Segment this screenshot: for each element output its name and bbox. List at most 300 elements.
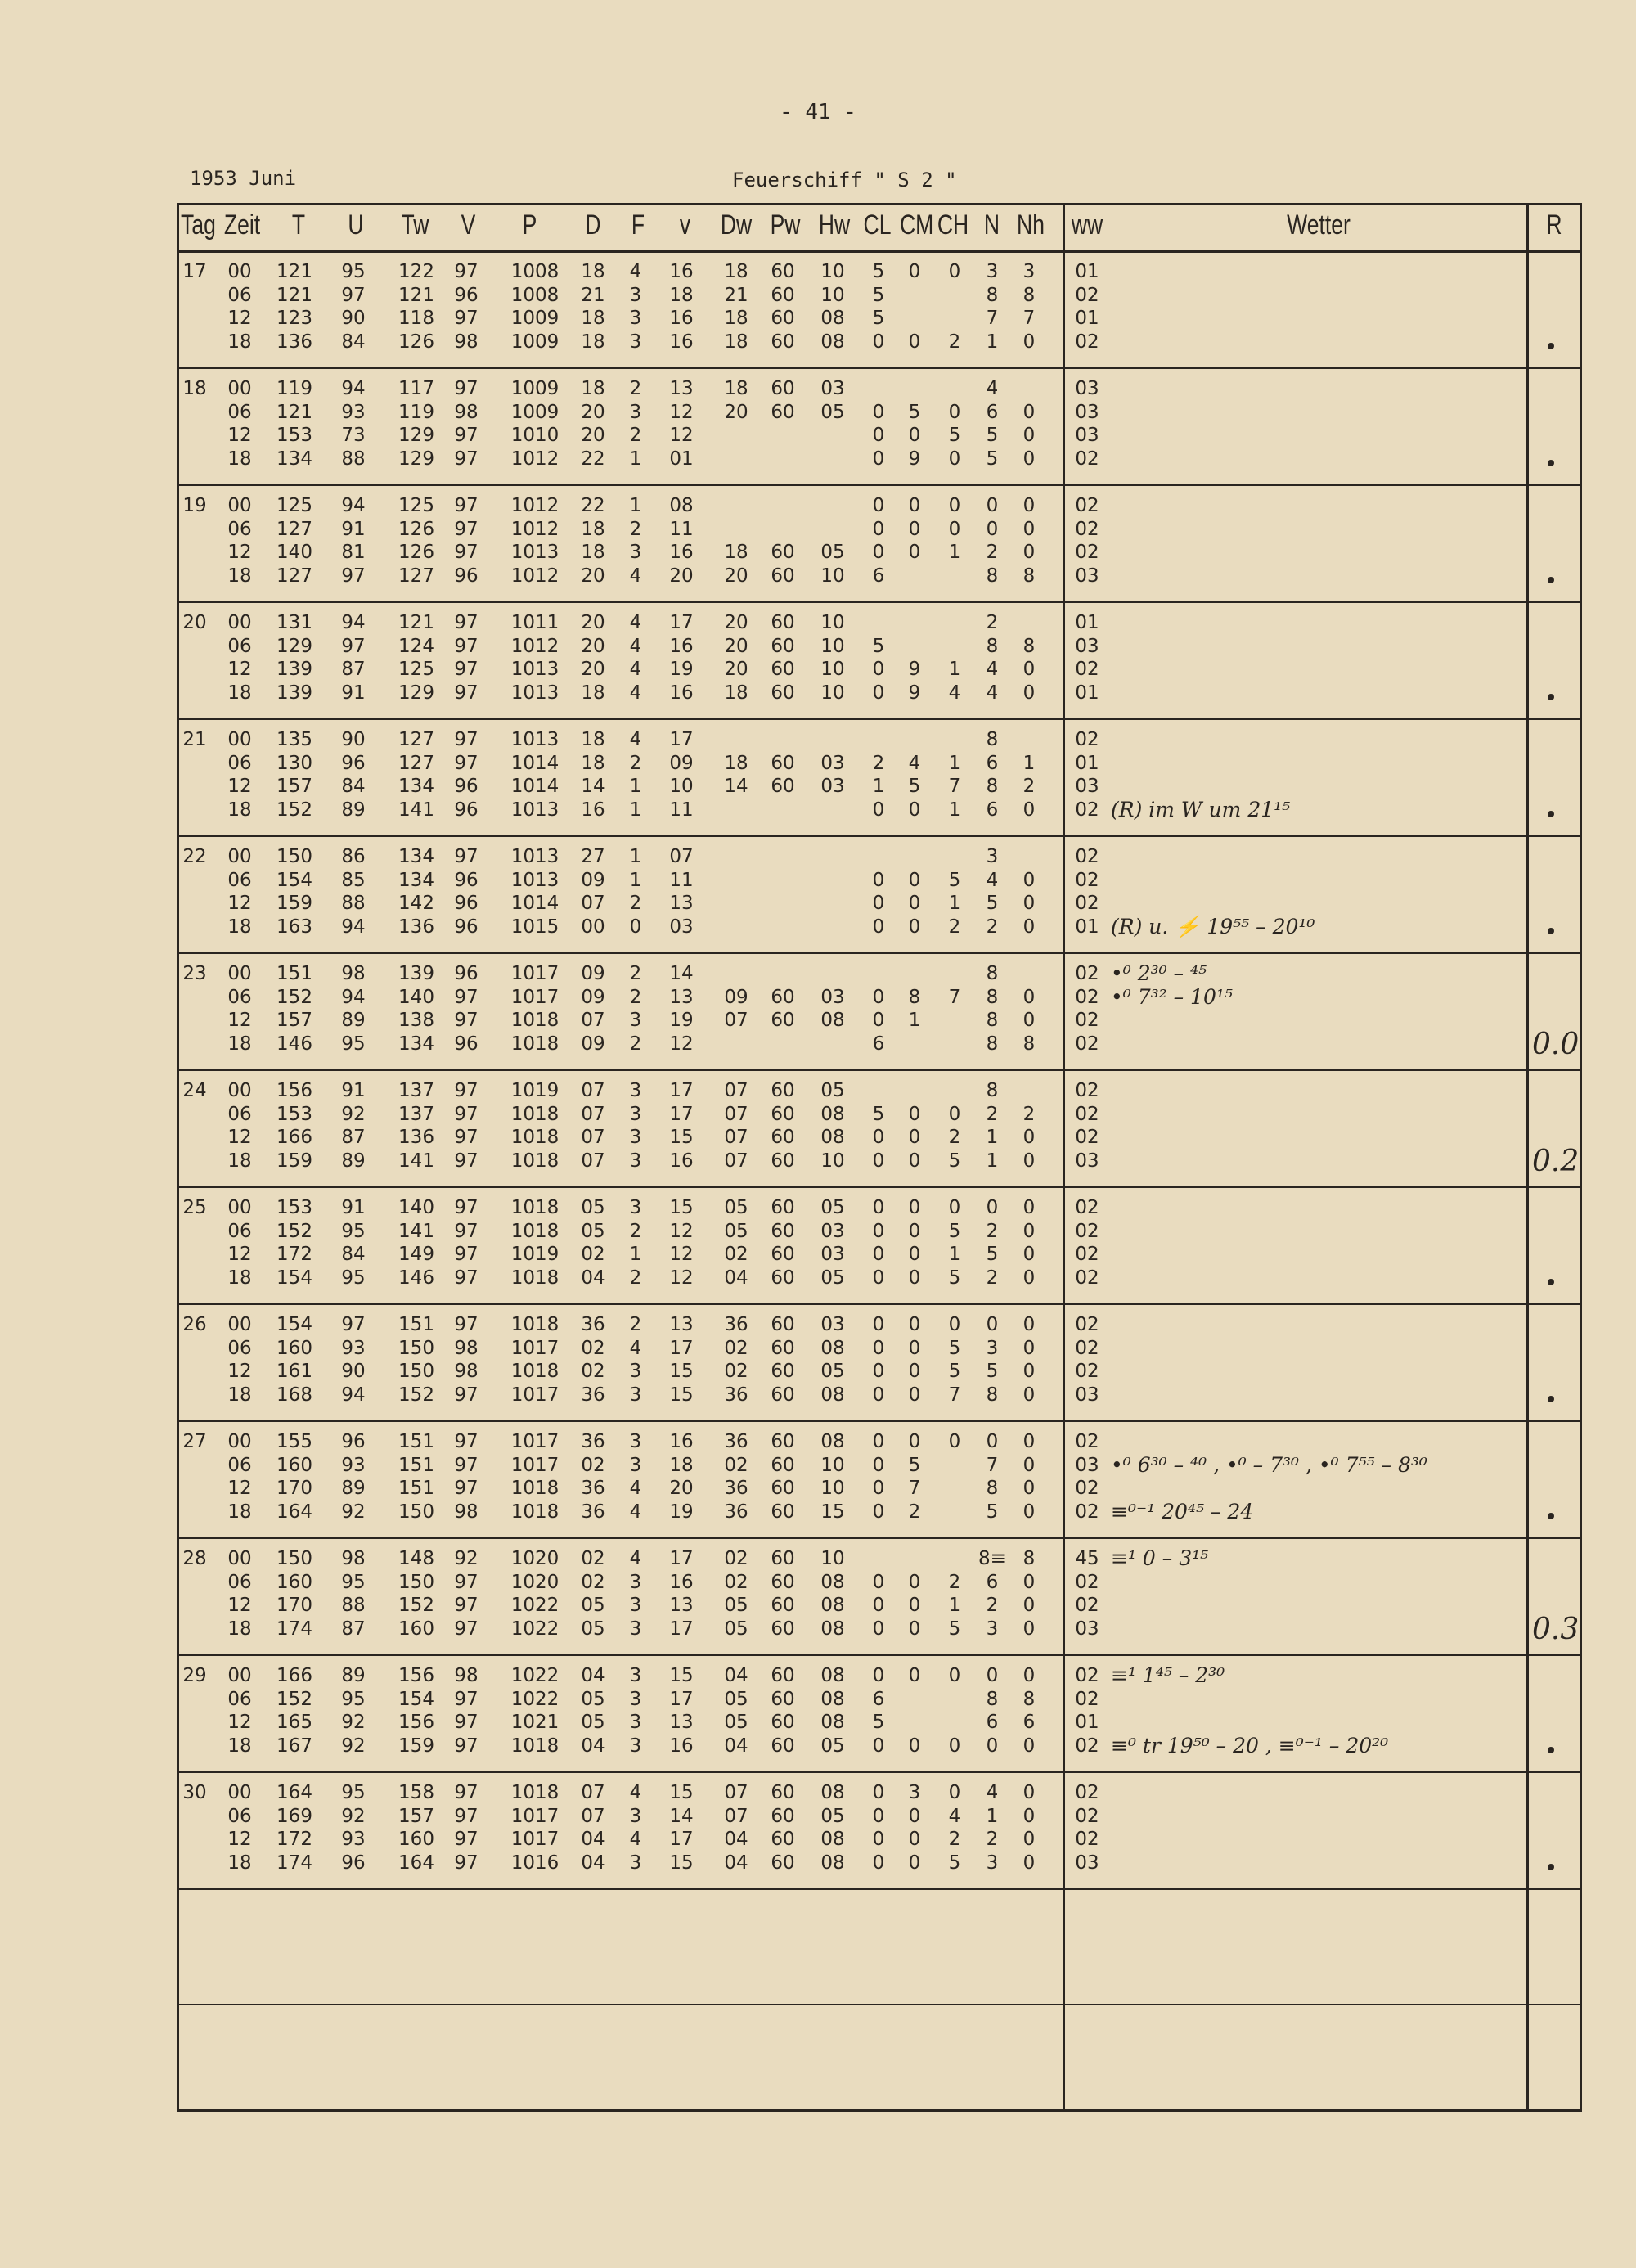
wetter-note: ≡¹ 0 – 3¹⁵ — [1111, 1546, 1209, 1570]
table-cell: 140 — [398, 986, 434, 1008]
day-number: 21 — [182, 729, 207, 750]
column-header: N — [983, 209, 1000, 241]
table-cell: 02 — [1075, 659, 1099, 680]
table-cell: 0 — [1022, 916, 1036, 938]
table-cell: 08 — [820, 1571, 845, 1593]
table-cell: 1 — [629, 1244, 642, 1265]
table-cell: 1009 — [510, 401, 560, 423]
table-cell: 03 — [820, 776, 845, 797]
table-cell: 8 — [1022, 284, 1036, 306]
table-cell: 00 — [227, 612, 252, 633]
table-cell: 129 — [398, 682, 434, 704]
table-cell: 154 — [276, 1314, 312, 1335]
table-cell: 1 — [948, 542, 961, 563]
day-number: 29 — [182, 1665, 207, 1686]
table-cell: 1018 — [510, 1478, 560, 1499]
column-header: v — [679, 209, 691, 241]
table-cell: 3 — [629, 1010, 642, 1031]
table-cell: 1012 — [510, 635, 560, 657]
table-cell: 00 — [227, 1080, 252, 1101]
table-cell: 0 — [872, 1829, 885, 1850]
table-cell: 8 — [986, 1033, 999, 1055]
table-cell: 08 — [820, 331, 845, 353]
table-cell: 0 — [1022, 1314, 1036, 1335]
table-cell: 1020 — [510, 1548, 560, 1569]
table-cell: 1008 — [510, 261, 560, 282]
table-cell: 92 — [341, 1712, 366, 1733]
table-cell: 159 — [276, 893, 312, 914]
table-cell: 0 — [1022, 495, 1036, 516]
table-cell: 97 — [454, 448, 479, 470]
table-cell: 96 — [454, 284, 479, 306]
column-header: F — [631, 209, 645, 241]
table-cell: 81 — [341, 542, 366, 563]
table-cell: 0 — [1022, 893, 1036, 914]
table-cell: 60 — [771, 378, 795, 399]
table-cell: 60 — [771, 261, 795, 282]
precipitation-dot-icon — [1544, 1276, 1557, 1289]
table-cell: 8 — [986, 729, 999, 750]
table-cell: 151 — [398, 1478, 434, 1499]
table-cell: 95 — [341, 1267, 366, 1289]
table-cell: 0 — [908, 1805, 921, 1827]
table-cell: 0 — [1022, 401, 1036, 423]
table-cell: 12 — [669, 425, 694, 446]
table-cell: 02 — [1075, 1829, 1099, 1850]
table-cell: 8 — [986, 1384, 999, 1406]
table-cell: 0 — [1022, 1197, 1036, 1218]
table-cell: 3 — [629, 1384, 642, 1406]
table-cell: 152 — [398, 1384, 434, 1406]
table-cell: 0 — [1022, 1010, 1036, 1031]
table-cell: 02 — [581, 1337, 605, 1359]
table-cell: 01 — [1075, 916, 1099, 938]
table-cell: 90 — [341, 729, 366, 750]
table-cell: 2 — [948, 916, 961, 938]
table-cell: 1013 — [510, 729, 560, 750]
table-cell: 10 — [820, 612, 845, 633]
table-cell: 7 — [986, 1454, 999, 1476]
table-cell: 02 — [1075, 1478, 1099, 1499]
table-cell: 0 — [986, 495, 999, 516]
table-cell: 86 — [341, 846, 366, 867]
table-cell: 10 — [820, 1548, 845, 1569]
table-cell: 36 — [724, 1478, 748, 1499]
table-cell: 98 — [454, 1501, 479, 1523]
table-cell: 5 — [986, 893, 999, 914]
table-cell: 60 — [771, 401, 795, 423]
table-cell: 1013 — [510, 869, 560, 891]
table-cell: 03 — [1075, 1618, 1099, 1640]
table-cell: 60 — [771, 1454, 795, 1476]
table-cell: 10 — [820, 1150, 845, 1172]
table-cell: 05 — [581, 1197, 605, 1218]
table-cell: 1008 — [510, 284, 560, 306]
table-cell: 0 — [1022, 1618, 1036, 1640]
table-cell: 152 — [276, 1688, 312, 1710]
table-cell: 36 — [581, 1314, 605, 1335]
table-cell: 60 — [771, 1501, 795, 1523]
table-cell: 06 — [227, 1805, 252, 1827]
table-cell: 16 — [581, 799, 605, 821]
table-cell: 5 — [986, 1244, 999, 1265]
table-cell: 121 — [398, 612, 434, 633]
table-cell: 2 — [986, 612, 999, 633]
table-cell: 97 — [454, 1267, 479, 1289]
table-cell: 0 — [872, 1337, 885, 1359]
table-cell: 89 — [341, 1478, 366, 1499]
table-cell: 8 — [986, 1010, 999, 1031]
table-cell: 08 — [820, 1431, 845, 1452]
column-header: Nh — [1017, 209, 1045, 241]
table-cell: 06 — [227, 518, 252, 540]
table-cell: 152 — [276, 986, 312, 1008]
table-cell: 135 — [276, 729, 312, 750]
table-cell: 127 — [398, 752, 434, 774]
table-cell: 5 — [948, 1267, 961, 1289]
table-cell: 04 — [581, 1267, 605, 1289]
table-cell: 153 — [276, 1197, 312, 1218]
day-number: 25 — [182, 1197, 207, 1218]
table-cell: 97 — [454, 752, 479, 774]
table-cell: 2 — [986, 1220, 999, 1242]
table-cell: 89 — [341, 1150, 366, 1172]
table-cell: 04 — [724, 1665, 748, 1686]
table-cell: 18 — [669, 1454, 694, 1476]
table-cell: 5 — [986, 448, 999, 470]
table-cell: 04 — [724, 1829, 748, 1850]
table-cell: 03 — [820, 1220, 845, 1242]
table-cell: 60 — [771, 565, 795, 587]
table-cell: 06 — [227, 635, 252, 657]
table-cell: 00 — [227, 261, 252, 282]
table-cell: 153 — [276, 1103, 312, 1125]
table-cell: 02 — [1075, 1244, 1099, 1265]
precipitation-dot-icon — [1544, 340, 1557, 353]
table-cell: 151 — [276, 963, 312, 984]
table-cell: 60 — [771, 1618, 795, 1640]
table-cell: 60 — [771, 1665, 795, 1686]
table-cell: 19 — [669, 1501, 694, 1523]
table-cell: 1017 — [510, 963, 560, 984]
table-cell: 98 — [454, 401, 479, 423]
table-cell: 0 — [872, 1852, 885, 1874]
table-cell: 98 — [454, 1665, 479, 1686]
table-cell: 98 — [454, 1337, 479, 1359]
table-cell: 02 — [1075, 1267, 1099, 1289]
table-cell: 16 — [669, 261, 694, 282]
table-cell: 137 — [398, 1103, 434, 1125]
table-cell: 0 — [1022, 682, 1036, 704]
table-cell: 94 — [341, 378, 366, 399]
table-cell: 2 — [629, 1220, 642, 1242]
table-cell: 18 — [581, 542, 605, 563]
table-cell: 0 — [986, 518, 999, 540]
table-cell: 158 — [398, 1782, 434, 1803]
table-cell: 1 — [629, 495, 642, 516]
table-cell: 97 — [454, 1150, 479, 1172]
table-cell: 160 — [276, 1337, 312, 1359]
table-cell: 20 — [581, 612, 605, 633]
table-cell: 08 — [820, 1103, 845, 1125]
table-cell: 4 — [908, 752, 921, 774]
table-cell: 97 — [454, 1220, 479, 1242]
table-cell: 1 — [948, 893, 961, 914]
table-cell: 88 — [341, 893, 366, 914]
day-separator — [177, 718, 1582, 720]
table-cell: 09 — [581, 1033, 605, 1055]
table-cell: 03 — [1075, 401, 1099, 423]
table-cell: 10 — [820, 635, 845, 657]
table-cell: 02 — [1075, 331, 1099, 353]
table-cell: 5 — [986, 1501, 999, 1523]
table-cell: 97 — [454, 635, 479, 657]
table-cell: 03 — [820, 378, 845, 399]
table-cell: 05 — [581, 1712, 605, 1733]
table-cell: 4 — [629, 659, 642, 680]
table-cell: 126 — [398, 518, 434, 540]
table-cell: 10 — [820, 565, 845, 587]
table-cell: 09 — [669, 752, 694, 774]
table-cell: 95 — [341, 1782, 366, 1803]
table-cell: 08 — [820, 1665, 845, 1686]
table-cell: 4 — [986, 378, 999, 399]
table-cell: 139 — [398, 963, 434, 984]
table-cell: 149 — [398, 1244, 434, 1265]
table-cell: 172 — [276, 1829, 312, 1850]
table-cell: 06 — [227, 401, 252, 423]
table-cell: 18 — [227, 1618, 252, 1640]
table-cell: 16 — [669, 1431, 694, 1452]
table-cell: 4 — [629, 635, 642, 657]
table-cell: 1009 — [510, 331, 560, 353]
table-cell: 18 — [227, 916, 252, 938]
table-cell: 60 — [771, 1782, 795, 1803]
table-cell: 08 — [820, 1337, 845, 1359]
table-cell: 134 — [398, 846, 434, 867]
table-cell: 12 — [227, 893, 252, 914]
table-cell: 12 — [227, 1361, 252, 1382]
table-cell: 10 — [669, 776, 694, 797]
table-cell: 12 — [227, 1595, 252, 1616]
column-header: Hw — [818, 209, 851, 241]
table-cell: 96 — [341, 1852, 366, 1874]
table-cell: 13 — [669, 378, 694, 399]
table-cell: 7 — [986, 308, 999, 329]
table-cell: 0 — [872, 916, 885, 938]
table-cell: 1021 — [510, 1712, 560, 1733]
table-cell: 4 — [629, 612, 642, 633]
table-cell: 1009 — [510, 308, 560, 329]
table-cell: 0 — [908, 1314, 921, 1335]
table-cell: 98 — [454, 331, 479, 353]
table-cell: 3 — [629, 1595, 642, 1616]
table-cell: 17 — [669, 1618, 694, 1640]
table-cell: 18 — [227, 565, 252, 587]
table-cell: 0 — [948, 1735, 961, 1757]
table-cell: 0 — [872, 1805, 885, 1827]
table-cell: 05 — [820, 401, 845, 423]
table-cell: 5 — [872, 308, 885, 329]
table-cell: 96 — [454, 1033, 479, 1055]
table-cell: 142 — [398, 893, 434, 914]
precipitation-dot-icon — [1544, 574, 1557, 587]
table-cell: 2 — [1022, 1103, 1036, 1125]
table-cell: 0 — [948, 1665, 961, 1686]
table-cell: 8 — [908, 986, 921, 1008]
table-cell: 14 — [669, 963, 694, 984]
day-separator — [177, 835, 1582, 837]
table-cell: 127 — [276, 518, 312, 540]
table-cell: 1018 — [510, 1033, 560, 1055]
table-cell: 136 — [398, 1127, 434, 1148]
table-cell: 16 — [669, 1150, 694, 1172]
table-cell: 60 — [771, 542, 795, 563]
table-cell: 90 — [341, 1361, 366, 1382]
table-cell: 18 — [581, 261, 605, 282]
table-cell: 7 — [948, 776, 961, 797]
table-cell: 0 — [872, 893, 885, 914]
table-cell: 02 — [724, 1548, 748, 1569]
table-cell: 21 — [581, 284, 605, 306]
table-cell: 1020 — [510, 1571, 560, 1593]
table-cell: 10 — [820, 1454, 845, 1476]
table-cell: 3 — [986, 1618, 999, 1640]
table-cell: 17 — [669, 729, 694, 750]
day-number: 27 — [182, 1431, 207, 1452]
table-cell: 15 — [669, 1384, 694, 1406]
table-cell: 89 — [341, 1010, 366, 1031]
table-cell: 0 — [872, 448, 885, 470]
table-cell: 18 — [227, 682, 252, 704]
table-cell: 00 — [227, 1431, 252, 1452]
table-cell: 84 — [341, 331, 366, 353]
table-cell: 0 — [908, 261, 921, 282]
table-cell: 97 — [454, 1080, 479, 1101]
precipitation-dot-icon — [1544, 1393, 1557, 1406]
table-cell: 157 — [276, 776, 312, 797]
table-cell: 3 — [629, 1688, 642, 1710]
table-cell: 02 — [724, 1454, 748, 1476]
table-cell: 2 — [986, 1103, 999, 1125]
table-cell: 97 — [454, 1010, 479, 1031]
table-cell: 16 — [669, 308, 694, 329]
table-cell: 18 — [581, 378, 605, 399]
table-cell: 8 — [986, 1080, 999, 1101]
table-cell: 97 — [454, 1618, 479, 1640]
day-number: 17 — [182, 261, 207, 282]
table-cell: 11 — [669, 518, 694, 540]
table-cell: 1 — [872, 776, 885, 797]
table-cell: 20 — [724, 612, 748, 633]
table-cell: 166 — [276, 1665, 312, 1686]
table-cell: 1022 — [510, 1665, 560, 1686]
table-cell: 4 — [986, 1782, 999, 1803]
table-cell: 127 — [398, 729, 434, 750]
table-cell: 00 — [227, 846, 252, 867]
table-cell: 8≡ — [978, 1548, 1006, 1569]
table-cell: 02 — [1075, 1220, 1099, 1242]
table-cell: 0 — [872, 542, 885, 563]
table-cell: 125 — [398, 495, 434, 516]
table-cell: 0 — [872, 799, 885, 821]
table-cell: 0 — [908, 331, 921, 353]
column-header: D — [585, 209, 601, 241]
table-cell: 151 — [398, 1431, 434, 1452]
table-cell: 1 — [629, 448, 642, 470]
table-cell: 03 — [1075, 1852, 1099, 1874]
table-cell: 07 — [724, 1127, 748, 1148]
table-cell: 0 — [948, 1431, 961, 1452]
table-cell: 36 — [581, 1384, 605, 1406]
table-cell: 18 — [581, 682, 605, 704]
table-cell: 159 — [398, 1735, 434, 1757]
table-cell: 3 — [629, 542, 642, 563]
table-cell: 5 — [948, 1150, 961, 1172]
table-cell: 60 — [771, 1361, 795, 1382]
table-cell: 0 — [948, 261, 961, 282]
column-header: R — [1546, 209, 1562, 241]
table-cell: 1018 — [510, 1267, 560, 1289]
table-cell: 0 — [948, 495, 961, 516]
table-cell: 1 — [948, 799, 961, 821]
table-cell: 1012 — [510, 565, 560, 587]
table-cell: 92 — [341, 1103, 366, 1125]
day-number: 23 — [182, 963, 207, 984]
table-cell: 18 — [581, 308, 605, 329]
table-cell: 0 — [1022, 1829, 1036, 1850]
table-cell: 0 — [872, 1244, 885, 1265]
table-cell: 2 — [986, 916, 999, 938]
table-cell: 07 — [581, 1010, 605, 1031]
table-cell: 20 — [724, 401, 748, 423]
table-cell: 8 — [1022, 1688, 1036, 1710]
table-cell: 0 — [629, 916, 642, 938]
precipitation-dot-icon — [1544, 808, 1557, 821]
table-cell: 60 — [771, 1337, 795, 1359]
day-separator — [177, 1888, 1582, 1890]
table-cell: 18 — [227, 1384, 252, 1406]
table-cell: 02 — [1075, 1080, 1099, 1101]
table-cell: 60 — [771, 1712, 795, 1733]
table-cell: 2 — [629, 986, 642, 1008]
table-cell: 1017 — [510, 1454, 560, 1476]
table-cell: 04 — [724, 1735, 748, 1757]
table-cell: 05 — [581, 1595, 605, 1616]
table-cell: 1022 — [510, 1688, 560, 1710]
table-cell: 146 — [276, 1033, 312, 1055]
column-header: Tag — [181, 209, 216, 241]
table-cell: 164 — [276, 1501, 312, 1523]
table-cell: 0 — [948, 448, 961, 470]
table-cell: 153 — [276, 425, 312, 446]
table-cell: 141 — [398, 799, 434, 821]
table-cell: 95 — [341, 1571, 366, 1593]
table-cell: 91 — [341, 682, 366, 704]
table-cell: 18 — [724, 752, 748, 774]
table-cell: 97 — [454, 1384, 479, 1406]
table-cell: 95 — [341, 1033, 366, 1055]
table-cell: 2 — [629, 518, 642, 540]
table-cell: 02 — [1075, 542, 1099, 563]
table-cell: 17 — [669, 1080, 694, 1101]
table-cell: 02 — [1075, 1033, 1099, 1055]
table-cell: 02 — [1075, 1197, 1099, 1218]
table-cell: 0 — [1022, 448, 1036, 470]
table-cell: 3 — [629, 1735, 642, 1757]
table-cell: 7 — [908, 1478, 921, 1499]
table-cell: 6 — [872, 1033, 885, 1055]
